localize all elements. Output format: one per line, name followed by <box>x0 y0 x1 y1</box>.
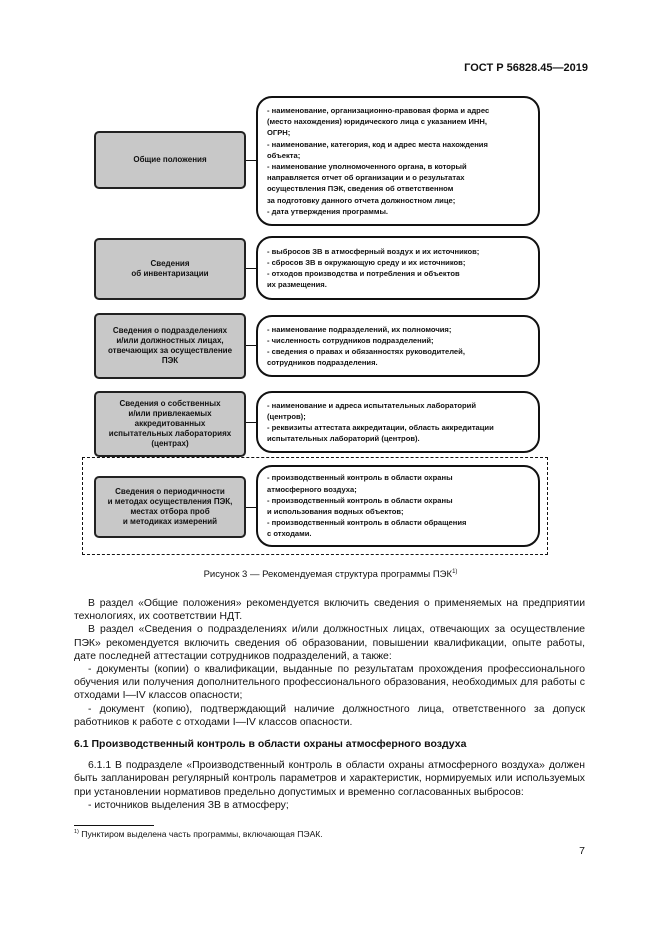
connector <box>246 507 256 508</box>
paragraph: В раздел «Сведения о подразделениях и/или должностных лицах, отвечающих за осуществление ПЭК» рекомендуется включить сведения об образовании, повышении квалификации, опыте работы, дате последней аттестации сотрудников подразделений, а также: <box>74 624 585 662</box>
right-box-general: - наименование, организационно-правовая форма и адрес (место нахождения) юридического лица с указанием ИНН, ОГРН; - наименование, категория, код и адрес места нахождения объекта; - наименование уполномоченного органа, в который направляется отчет об организации и о результатах осуществления ПЭК, сведения об ответственном за подготовку данного отчета должностном лице; - дата утверждения программы. <box>256 96 540 226</box>
connector <box>246 345 256 346</box>
left-box-periodicity: Сведения о периодичности и методах осуществления ПЭК, местах отбора проб и методиках измерений <box>94 476 246 538</box>
page-number: 7 <box>579 845 585 857</box>
right-box-departments: - наименование подразделений, их полномочия; - численность сотрудников подразделений; - сведения о правах и обязанностях руководителей, сотрудников подразделения. <box>256 315 540 377</box>
left-box-departments: Сведения о подразделениях и/или должностных лицах, отвечающих за осуществление ПЭК <box>94 313 246 379</box>
footnote-separator <box>74 825 154 826</box>
right-box-inventory: - выбросов ЗВ в атмосферный воздух и их источников; - сбросов ЗВ в окружающую среду и их источников; - отходов производства и потребления и объектов их размещения. <box>256 236 540 300</box>
list-item: - документы (копии) о квалификации, выданные по результатам прохождения профессионального обучения или получения дополнительного профессионального образования, необходимых для работы с отходами I—IV классов опасности; <box>74 664 585 702</box>
section-heading: 6.1 Производственный контроль в области охраны атмосферного воздуха <box>74 738 467 751</box>
connector <box>246 422 256 423</box>
connector <box>246 268 256 269</box>
right-box-periodicity: - производственный контроль в области охраны атмосферного воздуха; - производственный контроль в области охраны и использования водных объектов; - производственный контроль в области обращения с отходами. <box>256 465 540 547</box>
footnote-text: Пунктиром выделена часть программы, включающая ПЭАК. <box>81 829 323 839</box>
connector <box>246 160 256 161</box>
body-text <box>74 597 585 812</box>
left-box-inventory: Сведения об инвентаризации <box>94 238 246 300</box>
caption-text: Рисунок 3 — Рекомендуемая структура программы ПЭК <box>203 569 453 581</box>
paragraph: 6.1.1 В подразделе «Производственный контроль в области охраны атмосферного воздуха» должен быть запланирован регулярный контроль параметров и характеристик, нормируемых или используемых при установлении нормативов предельно допустимых и временно согласованных выбросов: <box>74 760 585 798</box>
footnote-mark: 1) <box>74 829 79 836</box>
figure-caption <box>0 569 661 580</box>
caption-footnote-mark: 1) <box>452 569 458 575</box>
right-box-laboratories: - наименование и адреса испытательных лабораторий (центров); - реквизиты аттестата аккредитации, область аккредитации испытательных лабораторий (центров). <box>256 391 540 453</box>
list-item: - документ (копию), подтверждающий наличие должностного лица, ответственного за допуск работников к работе с отходами I—IV классов опасности. <box>74 703 585 728</box>
document-header: ГОСТ Р 56828.45—2019 <box>464 62 588 74</box>
left-box-laboratories: Сведения о собственных и/или привлекаемых аккредитованных испытательных лабораториях (центрах) <box>94 391 246 457</box>
footnote <box>74 829 323 839</box>
paragraph: В раздел «Общие положения» рекомендуется включить сведения о применяемых на предприятии технологиях, их соответствии НДТ. <box>74 598 585 623</box>
list-item: - источников выделения ЗВ в атмосферу; <box>88 799 289 811</box>
left-box-general: Общие положения <box>94 131 246 189</box>
